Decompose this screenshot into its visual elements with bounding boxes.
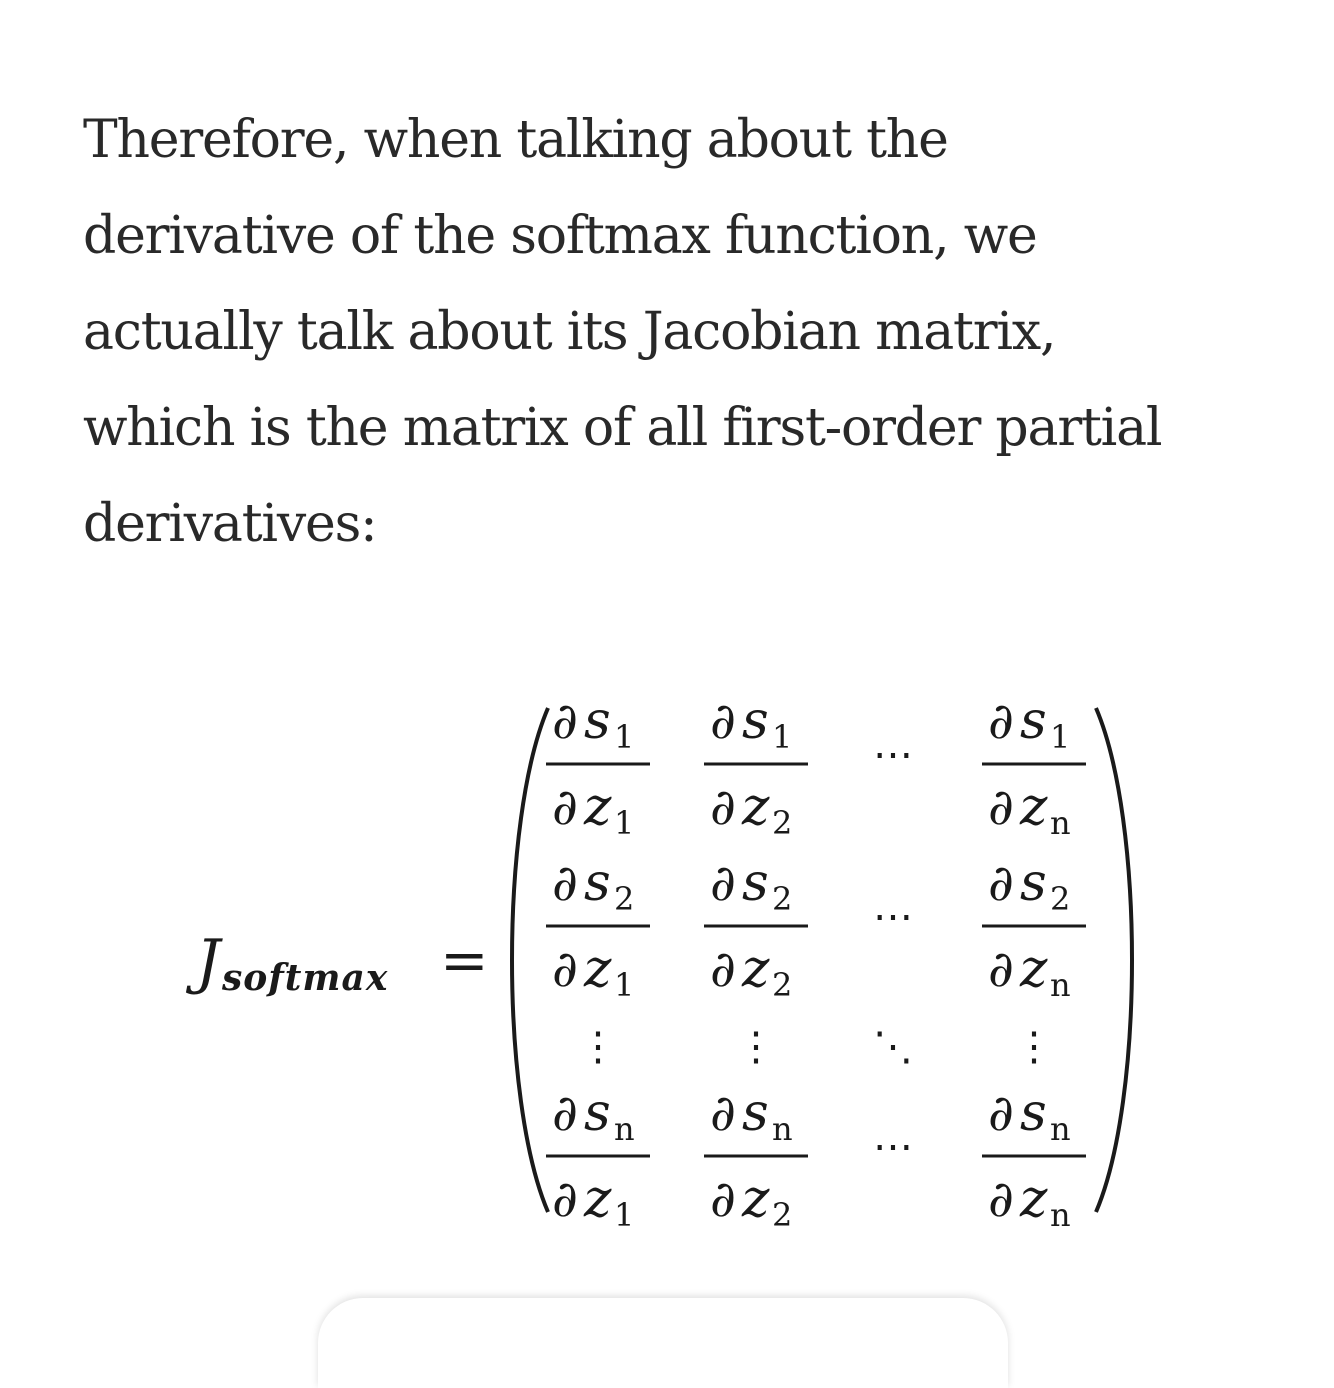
paragraph-line: derivatives:: [83, 494, 377, 554]
denominator-variable: z: [1020, 777, 1048, 837]
diagonal-dots: ⋱: [873, 1024, 913, 1070]
denominator-variable: z: [742, 777, 770, 837]
partial-symbol: ∂: [710, 940, 736, 998]
denominator-variable: z: [584, 1169, 612, 1229]
partial-symbol: ∂: [710, 778, 736, 836]
partial-symbol: ∂: [552, 854, 578, 912]
jacobian-symbol: J: [196, 927, 221, 997]
numerator-variable: s: [1020, 1083, 1047, 1143]
partial-symbol: ∂: [988, 1084, 1014, 1142]
numerator-variable: s: [742, 1083, 769, 1143]
denominator-variable: z: [742, 1169, 770, 1229]
partial-symbol: ∂: [710, 1170, 736, 1228]
numerator-index: n: [1050, 1110, 1071, 1148]
partial-symbol: ∂: [552, 1084, 578, 1142]
numerator-index: 1: [772, 718, 793, 756]
denominator-index: 2: [772, 804, 793, 842]
partial-symbol: ∂: [552, 940, 578, 998]
body-paragraph: [83, 92, 1263, 572]
numerator-variable: s: [742, 853, 769, 913]
denominator-index: 1: [614, 804, 635, 842]
denominator-variable: z: [584, 939, 612, 999]
denominator-index: 1: [614, 1196, 635, 1234]
denominator-variable: z: [1020, 939, 1048, 999]
partial-symbol: ∂: [988, 778, 1014, 836]
partial-symbol: ∂: [552, 692, 578, 750]
partial-symbol: ∂: [552, 778, 578, 836]
partial-symbol: ∂: [710, 854, 736, 912]
paragraph-line: Therefore, when talking about the: [83, 110, 948, 170]
denominator-variable: z: [584, 777, 612, 837]
horizontal-dots: ⋯: [873, 894, 913, 940]
numerator-variable: s: [584, 1083, 611, 1143]
numerator-index: 1: [1050, 718, 1071, 756]
numerator-index: 2: [614, 880, 635, 918]
matrix-body: [546, 691, 1086, 1234]
numerator-index: 2: [772, 880, 793, 918]
horizontal-dots: ⋯: [873, 732, 913, 778]
vertical-dots: ⋮: [578, 1024, 618, 1070]
denominator-index: 2: [772, 1196, 793, 1234]
denominator-variable: z: [1020, 1169, 1048, 1229]
horizontal-dots: ⋯: [873, 1124, 913, 1170]
partial-symbol: ∂: [988, 1170, 1014, 1228]
vertical-dots: ⋮: [736, 1024, 776, 1070]
denominator-index: n: [1050, 966, 1071, 1004]
numerator-variable: s: [584, 691, 611, 751]
partial-symbol: ∂: [552, 1170, 578, 1228]
bottom-card: [318, 1298, 1008, 1388]
partial-symbol: ∂: [710, 1084, 736, 1142]
jacobian-subscript: softmax: [222, 957, 389, 999]
partial-symbol: ∂: [988, 692, 1014, 750]
left-parenthesis: [512, 708, 548, 1212]
paragraph-line: actually talk about its Jacobian matrix,: [83, 302, 1056, 362]
denominator-index: 1: [614, 966, 635, 1004]
jacobian-equation: [0, 680, 1334, 1240]
partial-symbol: ∂: [988, 854, 1014, 912]
denominator-variable: z: [742, 939, 770, 999]
numerator-variable: s: [1020, 853, 1047, 913]
partial-symbol: ∂: [710, 692, 736, 750]
numerator-variable: s: [742, 691, 769, 751]
numerator-index: n: [614, 1110, 635, 1148]
paragraph-line: derivative of the softmax function, we: [83, 206, 1037, 266]
denominator-index: 2: [772, 966, 793, 1004]
paragraph-line: which is the matrix of all first-order partial: [83, 398, 1162, 458]
partial-symbol: ∂: [988, 940, 1014, 998]
denominator-index: n: [1050, 804, 1071, 842]
numerator-variable: s: [1020, 691, 1047, 751]
right-parenthesis: [1096, 708, 1132, 1212]
equals-sign: =: [440, 926, 489, 994]
numerator-variable: s: [584, 853, 611, 913]
numerator-index: 2: [1050, 880, 1071, 918]
vertical-dots: ⋮: [1014, 1024, 1054, 1070]
numerator-index: 1: [614, 718, 635, 756]
numerator-index: n: [772, 1110, 793, 1148]
denominator-index: n: [1050, 1196, 1071, 1234]
